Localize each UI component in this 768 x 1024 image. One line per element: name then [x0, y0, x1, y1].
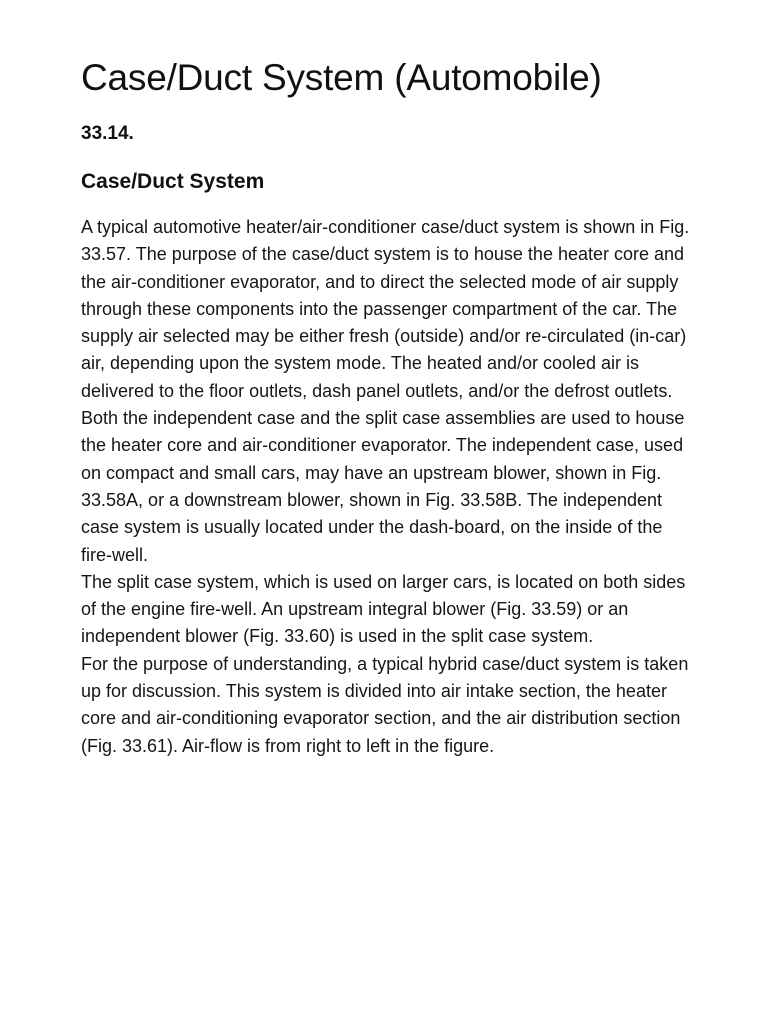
- paragraph: For the purpose of understanding, a typical hybrid case/duct system is taken up for discussion. This system is divided into air intake section, the heater core and air-conditioning evaporator section, and the air distribution section (Fig. 33.61). Air-flow is from right to left in the figure.: [81, 653, 689, 756]
- section-heading: Case/Duct System: [81, 170, 265, 193]
- section-number: 33.14.: [81, 123, 134, 144]
- paragraph: Both the independent case and the split case assemblies are used to house the heater core and air-conditioner evaporator. The independent case, used on compact and small cars, may have an upstream blower, shown in Fig. 33.58A, or a downstream blower, shown in Fig. 33.58B. The independent case system is usually located under the dash-board, on the inside of the fire-well.: [81, 408, 685, 565]
- body-text: [81, 214, 690, 760]
- paragraph: A typical automotive heater/air-conditioner case/duct system is shown in Fig. 33.57. The purpose of the case/duct system is to house the heater core and the air-conditioner evaporator, and to direct the selected mode of air supply through these components into the passenger compartment of the car. The supply air selected may be either fresh (outside) and/or re-circulated (in-car) air, depending upon the system mode. The heated and/or cooled air is delivered to the floor outlets, dash panel outlets, and/or the defrost outlets.: [81, 217, 690, 401]
- page-title: Case/Duct System (Automobile): [81, 57, 602, 98]
- paragraph: The split case system, which is used on larger cars, is located on both sides of the engine fire-well. An upstream integral blower (Fig. 33.59) or an independent blower (Fig. 33.60) is used in the split case system.: [81, 571, 686, 647]
